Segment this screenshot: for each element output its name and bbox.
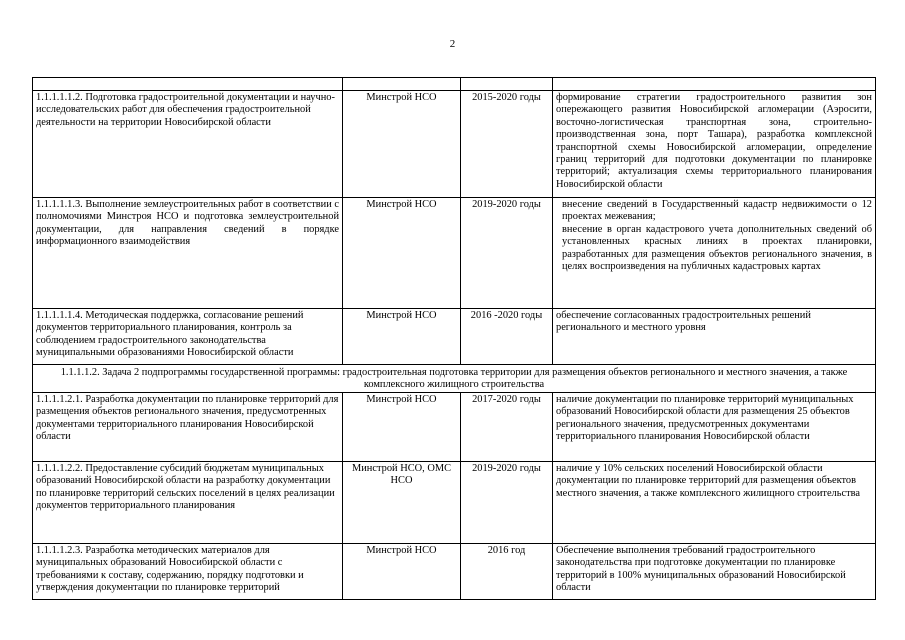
- activity-period: 2019-2020 годы: [461, 462, 553, 544]
- activity-executor: Минстрой НСО: [343, 393, 461, 462]
- table-row: [33, 309, 876, 365]
- table-row: [33, 462, 876, 544]
- activity-period: 2019-2020 годы: [461, 198, 553, 309]
- activity-name: 1.1.1.1.2.3. Разработка методических материалов для муниципальных образований Новосибирской области с требованиями к составу, содержанию, порядку подготовки и утверждения документации по планировке территорий: [33, 544, 343, 600]
- page-number: 2: [449, 38, 456, 50]
- table-row: [33, 393, 876, 462]
- activity-name: 1.1.1.1.1.2. Подготовка градостроительной документации и научно-исследовательских работ для обеспечения градостроительной деятельности на территории Новосибирской области: [33, 91, 343, 198]
- activity-result: наличие у 10% сельских поселений Новосибирской области документации по планировке территорий для размещения объектов местного значения, а также комплексного жилищного строительства: [553, 462, 876, 544]
- activity-executor: Минстрой НСО: [343, 544, 461, 600]
- activity-period: 2015-2020 годы: [461, 91, 553, 198]
- activity-name: 1.1.1.1.1.3. Выполнение землеустроительных работ в соответствии с полномочиями Минстроя НСО и подготовка землеустроительной документации, для направления сведений в порядке информационного взаимодействия: [33, 198, 343, 309]
- table-row: [33, 198, 876, 309]
- activity-period: 2016 год: [461, 544, 553, 600]
- activity-name: 1.1.1.1.2.2. Предоставление субсидий бюджетам муниципальных образований Новосибирской области на разработку документации по планировке территорий сельских поселений в целях реализации документов территориального планирования: [33, 462, 343, 544]
- result-line: внесение сведений в Государственный кадастр недвижимости о 12 проектах межевания;: [562, 199, 872, 223]
- table-cell: [343, 78, 461, 91]
- activity-result: [553, 198, 876, 309]
- activity-executor: Минстрой НСО: [343, 309, 461, 365]
- activity-result: Обеспечение выполнения требований градостроительного законодательства при подготовке документации по планировке территорий в 100% муниципальных образований Новосибирской области: [553, 544, 876, 600]
- activity-result: обеспечение согласованных градостроительных решений регионального и местного уровня: [553, 309, 876, 365]
- activity-period: 2016 -2020 годы: [461, 309, 553, 365]
- activity-executor: Минстрой НСО, ОМС НСО: [343, 462, 461, 544]
- table-row: [33, 91, 876, 198]
- table-cell: [553, 78, 876, 91]
- result-line: внесение в орган кадастрового учета дополнительных сведений об установленных красных линиях в проектах планировки, разработанных для размещения объектов регионального значения, в целях воспроизведения на публичных кадастровых картах: [562, 223, 872, 273]
- activity-executor: Минстрой НСО: [343, 198, 461, 309]
- table-row: [33, 544, 876, 600]
- table-header-row: [33, 78, 876, 91]
- activity-executor: Минстрой НСО: [343, 91, 461, 198]
- table-cell: [461, 78, 553, 91]
- activity-name: 1.1.1.1.2.1. Разработка документации по планировке территорий для размещения объектов регионального значения, предусмотренных документами территориального планирования Новосибирской области: [33, 393, 343, 462]
- activity-result: формирование стратегии градостроительного развития зон опережающего развития Новосибирской агломерации (Аэросити, восточно-логистическая транспортная зона, строительно-производственная зона, порт Ташара), разработка комплексной транспортной схемы Новосибирской агломерации, определение границ территорий для подготовки документации по планировке территорий; актуализация схемы территориального планирования Новосибирской области: [553, 91, 876, 198]
- activity-period: 2017-2020 годы: [461, 393, 553, 462]
- activities-table: [32, 77, 876, 600]
- task-heading: 1.1.1.1.2. Задача 2 подпрограммы государственной программы: градостроительная подготовка территории для размещения объектов регионального и местного значения, а также комплексного жилищного строительства: [33, 365, 876, 393]
- table-cell: [33, 78, 343, 91]
- task-heading-row: [33, 365, 876, 393]
- activity-name: 1.1.1.1.1.4. Методическая поддержка, согласование решений документов территориального планирования, контроль за соблюдением градостроительного законодательства муниципальными образованиями Новосибирской области: [33, 309, 343, 365]
- activity-result: наличие документации по планировке территорий муниципальных образований Новосибирской области для размещения 25 объектов регионального значения, предусмотренных документами территориального планирования Новосибирской области: [553, 393, 876, 462]
